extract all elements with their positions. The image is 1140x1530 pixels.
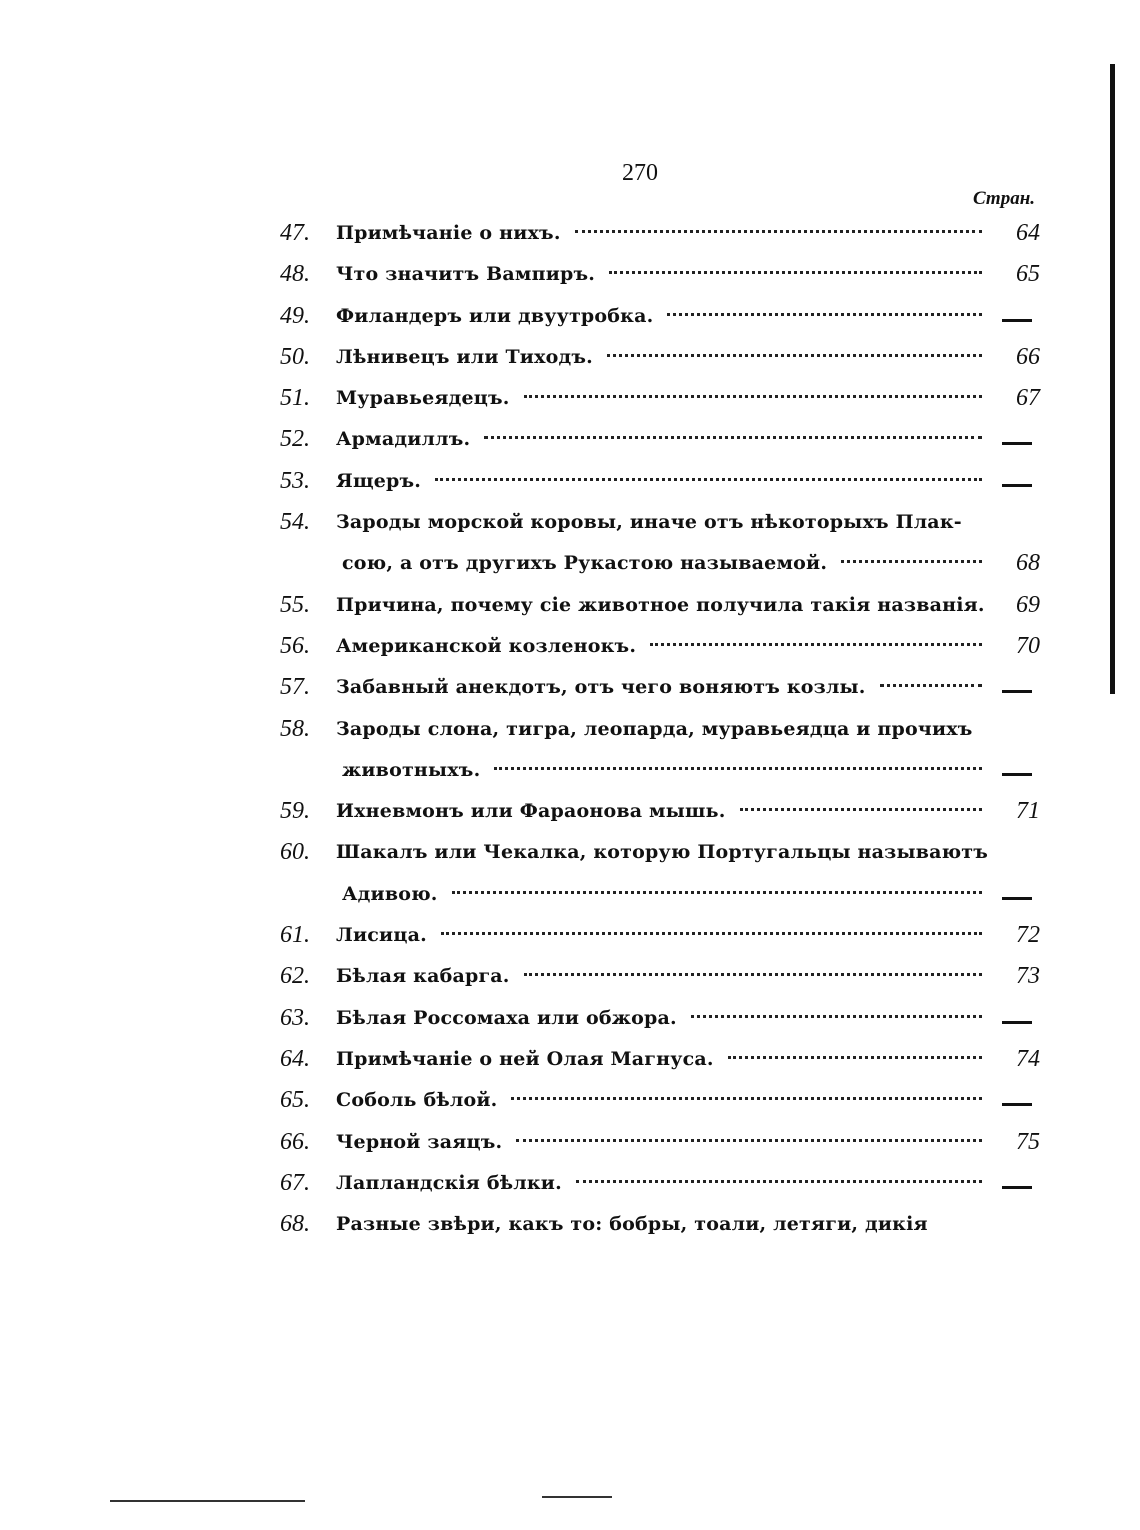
entry-number: 66. [280, 1128, 310, 1155]
toc-row [280, 788, 1040, 829]
entry-title-continuation: сою, а отъ другихъ Рукастою называемой. [342, 552, 828, 575]
dot-leader [841, 560, 982, 565]
toc-row [280, 334, 1040, 375]
toc-row [280, 293, 1040, 334]
entry-number: 50. [280, 343, 310, 370]
page-ditto-dash [1002, 1186, 1032, 1189]
dot-leader [511, 1097, 982, 1102]
entry-title: Разные звѣри, какъ то: бобры, тоали, летяги, дикія [336, 1213, 928, 1236]
entry-title: Лѣнивецъ или Тиходъ. [336, 345, 593, 368]
column-header-pages: Стран. [972, 188, 1035, 209]
entry-title: Армадиллъ. [336, 428, 471, 451]
entry-number: 59. [280, 798, 310, 825]
entry-title: Муравьеядецъ. [336, 387, 510, 410]
toc-row [280, 210, 1040, 251]
footer-rule-left [110, 1500, 305, 1502]
entry-number: 52. [280, 426, 310, 453]
toc-row [280, 1119, 1040, 1160]
entry-number: 51. [280, 385, 310, 412]
dot-leader [650, 643, 982, 648]
entry-title: Забавный анекдотъ, отъ чего воняютъ козлы. [336, 676, 866, 699]
toc-row [280, 912, 1040, 953]
entry-page-number: 67 [1016, 385, 1040, 412]
toc-row [280, 1036, 1040, 1077]
entry-page-number: 72 [1016, 922, 1040, 949]
toc-row [280, 251, 1040, 292]
page-number: 270 [622, 160, 658, 186]
entry-number: 61. [280, 922, 310, 949]
entry-title: Лисица. [336, 924, 427, 947]
dot-leader [740, 808, 982, 813]
toc-row [280, 375, 1040, 416]
dot-leader [667, 313, 982, 318]
entry-page-number: 75 [1016, 1128, 1040, 1155]
page-ditto-dash [1002, 1021, 1032, 1024]
footer-rule-center [542, 1496, 612, 1498]
dot-leader [441, 932, 982, 937]
entry-number: 67. [280, 1169, 310, 1196]
entry-title-continuation: животныхъ. [342, 758, 481, 781]
dot-leader [607, 354, 982, 359]
dot-leader [576, 1180, 982, 1185]
page-edge-bar [1110, 64, 1115, 694]
entry-title: Причина, почему сіе животное получила такія названія. [336, 593, 985, 616]
entry-title: Черной заяцъ. [336, 1130, 503, 1153]
dot-leader [524, 973, 982, 978]
toc-row [280, 1077, 1040, 1118]
entry-page-number: 68 [1016, 550, 1040, 577]
entry-number: 53. [280, 467, 310, 494]
page-ditto-dash [1002, 690, 1032, 693]
dot-leader [575, 230, 982, 235]
entry-title: Что значитъ Вампиръ. [336, 263, 596, 286]
dot-leader [728, 1056, 982, 1061]
entry-page-number: 66 [1016, 343, 1040, 370]
dot-leader [524, 395, 982, 400]
entry-page-number: 73 [1016, 963, 1040, 990]
entry-title: Ихневмонъ или Фараонова мышь. [336, 800, 726, 823]
entry-number: 55. [280, 591, 310, 618]
toc-row [280, 416, 1040, 457]
dot-leader [435, 478, 982, 483]
entry-number: 64. [280, 1045, 310, 1072]
entry-number: 58. [280, 715, 310, 742]
dot-leader [484, 436, 982, 441]
entry-page-number: 74 [1016, 1045, 1040, 1072]
toc-row [280, 623, 1040, 664]
toc-row [280, 829, 1040, 870]
page-ditto-dash [1002, 897, 1032, 900]
entry-title: Бѣлая кабарга. [336, 965, 510, 988]
entry-title: Ящеръ. [336, 469, 422, 492]
page-ditto-dash [1002, 319, 1032, 322]
dot-leader [691, 1015, 982, 1020]
entry-title: Зароды слона, тигра, леопарда, муравьеядца и прочихъ [336, 717, 973, 740]
entry-title-continuation: Адивою. [342, 882, 438, 905]
entry-page-number: 64 [1016, 220, 1040, 246]
page-ditto-dash [1002, 773, 1032, 776]
entry-number: 68. [280, 1211, 310, 1238]
toc-row [280, 582, 1040, 623]
entry-page-number: 71 [1016, 798, 1040, 825]
toc-row [280, 458, 1040, 499]
entry-page-number: 65 [1016, 261, 1040, 288]
entry-number: 56. [280, 632, 310, 659]
toc-row [280, 995, 1040, 1036]
entry-title: Шакалъ или Чекалка, которую Португальцы называютъ [336, 841, 989, 864]
toc-row [280, 747, 1040, 788]
page-ditto-dash [1002, 442, 1032, 445]
entry-title: Зароды морской коровы, иначе отъ нѣкоторыхъ Плак- [336, 511, 962, 534]
entry-number: 47. [280, 220, 310, 246]
toc-row [280, 1201, 1040, 1242]
entry-number: 62. [280, 963, 310, 990]
entry-title: Примѣчаніе о ней Олая Магнуса. [336, 1047, 714, 1070]
entry-title: Бѣлая Россомаха или обжора. [336, 1006, 677, 1029]
entry-number: 60. [280, 839, 310, 866]
dot-leader [516, 1139, 982, 1144]
toc-row [280, 499, 1040, 540]
entry-title: Американской козленокъ. [336, 634, 637, 657]
entry-number: 49. [280, 302, 310, 329]
table-of-contents [280, 210, 1040, 1242]
entry-page-number: 70 [1016, 632, 1040, 659]
toc-row [280, 706, 1040, 747]
dot-leader [880, 684, 982, 689]
dot-leader [494, 767, 982, 772]
entry-page-number: 69 [1016, 591, 1040, 618]
toc-row [280, 540, 1040, 581]
toc-row [280, 664, 1040, 705]
dot-leader [609, 271, 982, 276]
toc-row [280, 1160, 1040, 1201]
entry-number: 54. [280, 509, 310, 536]
toc-row [280, 953, 1040, 994]
entry-title: Соболь бѣлой. [336, 1089, 498, 1112]
page-ditto-dash [1002, 1103, 1032, 1106]
dot-leader [452, 891, 982, 896]
entry-title: Примѣчаніе о нихъ. [336, 222, 561, 244]
toc-row [280, 871, 1040, 912]
entry-number: 65. [280, 1087, 310, 1114]
entry-title: Лапландскія бѣлки. [336, 1171, 562, 1194]
entry-number: 63. [280, 1004, 310, 1031]
entry-number: 48. [280, 261, 310, 288]
page-ditto-dash [1002, 484, 1032, 487]
entry-number: 57. [280, 674, 310, 701]
entry-title: Филандеръ или двуутробка. [336, 304, 654, 327]
